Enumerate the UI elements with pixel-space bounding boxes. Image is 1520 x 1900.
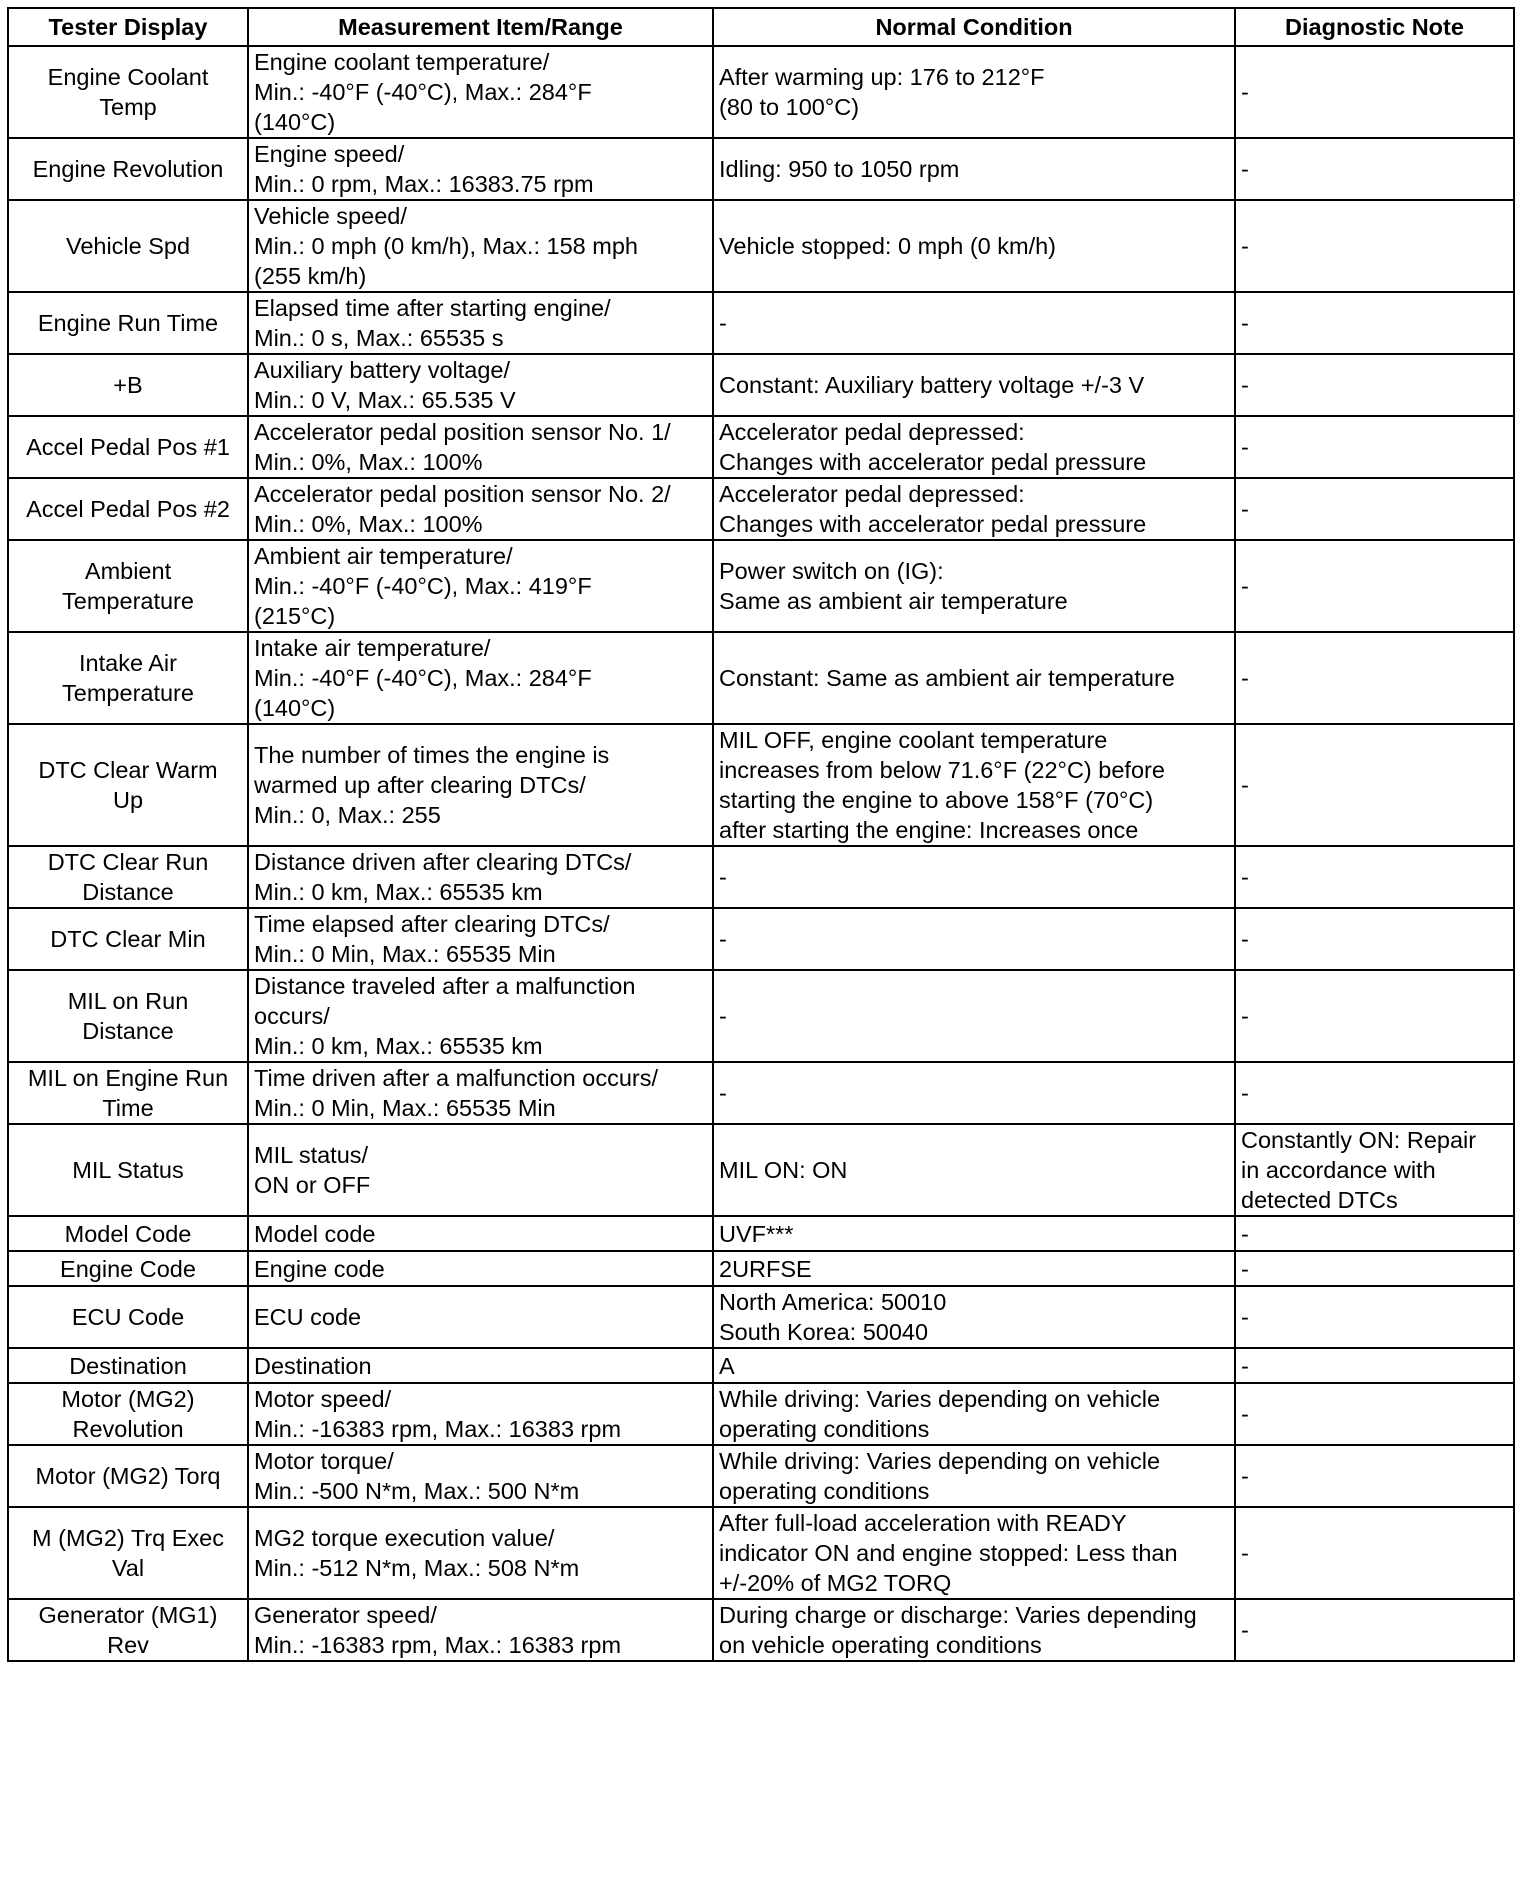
cell-text-line: (255 km/h) [254,263,367,289]
table-row [8,200,1514,292]
cell-text-line: Constantly ON: Repair [1241,1127,1477,1153]
cell-text-line: During charge or discharge: Varies depending [719,1602,1197,1628]
tester-display-cell [8,1599,248,1661]
normal-condition-cell [713,632,1235,724]
cell-text-line: MIL on Engine Run [27,1065,229,1091]
cell-text-line: Distance [82,1018,174,1044]
cell-text-line: - [1241,1003,1249,1029]
diagnostic-note-cell [1235,908,1514,970]
table-row [8,478,1514,540]
normal-condition-cell [713,1507,1235,1599]
cell-text-line: - [1241,1617,1249,1643]
tester-display-cell [8,632,248,724]
tester-display-cell [8,1251,248,1286]
cell-text-line: - [719,1080,727,1106]
table-row [8,416,1514,478]
diagnostic-note-cell [1235,1383,1514,1445]
cell-text-line: Engine code [254,1255,385,1282]
normal-condition-cell [713,416,1235,478]
cell-text-line: ECU code [254,1304,362,1330]
cell-text-line: Generator speed/ [254,1602,437,1628]
tester-display-cell [8,724,248,846]
cell-text-line: DTC Clear Min [50,926,206,952]
table-row [8,1286,1514,1348]
cell-text-line: Idling: 950 to 1050 rpm [719,156,960,182]
header-measurement-item: Measurement Item/Range [248,8,713,46]
cell-text-line: - [1241,1304,1249,1330]
diagnostic-note-cell [1235,138,1514,200]
diagnostic-note-cell [1235,846,1514,908]
diagnostic-note-cell [1235,970,1514,1062]
tester-display-cell [8,1445,248,1507]
cell-text-line: Distance traveled after a malfunction [254,973,636,999]
tester-display-cell [8,416,248,478]
cell-text-line: - [1241,772,1249,798]
cell-text-line: A [719,1352,735,1379]
cell-text-line: Min.: -500 N*m, Max.: 500 N*m [254,1478,580,1504]
normal-condition-cell [713,908,1235,970]
cell-text-line: - [1241,310,1249,336]
table-row [8,1062,1514,1124]
cell-text-line: Constant: Same as ambient air temperature [719,665,1175,691]
cell-text-line: DTC Clear Warm [38,757,218,783]
header-tester-display: Tester Display [8,8,248,46]
cell-text-line: 2URFSE [719,1255,812,1282]
normal-condition-cell [713,1286,1235,1348]
cell-text-line: Intake air temperature/ [254,635,491,661]
measurement-range-cell [248,970,713,1062]
cell-text-line: (80 to 100°C) [719,94,860,120]
table-row [8,908,1514,970]
cell-text-line: Engine speed/ [254,141,405,167]
cell-text-line: Intake Air [79,650,177,676]
cell-text-line: - [1241,372,1249,398]
tester-display-cell [8,200,248,292]
table-row [8,354,1514,416]
table-row [8,1124,1514,1216]
table-row [8,632,1514,724]
cell-text-line: Motor torque/ [254,1448,394,1474]
normal-condition-cell [713,354,1235,416]
tester-display-cell [8,292,248,354]
cell-text-line: +/-20% of MG2 TORQ [719,1570,952,1596]
measurement-range-cell [248,46,713,138]
measurement-range-cell [248,1124,713,1216]
normal-condition-cell [713,1599,1235,1661]
cell-text-line: North America: 50010 [719,1289,947,1315]
measurement-range-cell [248,1599,713,1661]
cell-text-line: Engine coolant temperature/ [254,49,550,75]
cell-text-line: - [1241,573,1249,599]
cell-text-line: MIL Status [72,1157,184,1183]
measurement-range-cell [248,292,713,354]
cell-text-line: Motor (MG2) [61,1386,195,1412]
measurement-range-cell [248,200,713,292]
cell-text-line: Accelerator pedal depressed: [719,419,1025,445]
cell-text-line: While driving: Varies depending on vehicle [719,1386,1161,1412]
cell-text-line: after starting the engine: Increases once [719,817,1139,843]
cell-text-line: - [1241,665,1249,691]
diagnostic-note-cell [1235,46,1514,138]
table-body [8,46,1514,1661]
cell-text-line: Time driven after a malfunction occurs/ [254,1065,659,1091]
normal-condition-cell [713,724,1235,846]
cell-text-line: Min.: 0 km, Max.: 65535 km [254,1033,543,1059]
table-row [8,1216,1514,1251]
measurement-range-cell [248,1062,713,1124]
cell-text-line: Min.: 0, Max.: 255 [254,802,441,828]
cell-text-line: - [1241,1080,1249,1106]
tester-display-cell [8,354,248,416]
cell-text-line: (215°C) [254,603,336,629]
diagnostic-note-cell [1235,1507,1514,1599]
cell-text-line: - [1241,1463,1249,1489]
cell-text-line: (140°C) [254,109,336,135]
tester-display-cell [8,846,248,908]
cell-text-line: warmed up after clearing DTCs/ [254,772,586,798]
table-row [8,970,1514,1062]
header-normal-condition: Normal Condition [713,8,1235,46]
cell-text-line: - [1241,1401,1249,1427]
diagnostic-note-cell [1235,478,1514,540]
normal-condition-cell [713,1348,1235,1383]
diagnostic-note-cell [1235,200,1514,292]
measurement-range-cell [248,908,713,970]
normal-condition-cell [713,846,1235,908]
cell-text-line: Min.: 0%, Max.: 100% [254,511,483,537]
cell-text-line: Min.: 0 Min, Max.: 65535 Min [254,1095,556,1121]
normal-condition-cell [713,540,1235,632]
cell-text-line: - [1241,864,1249,890]
tester-display-cell [8,1124,248,1216]
measurement-range-cell [248,540,713,632]
normal-condition-cell [713,138,1235,200]
cell-text-line: Up [112,787,144,813]
cell-text-line: Min.: 0 Min, Max.: 65535 Min [254,941,556,967]
cell-text-line: Accelerator pedal position sensor No. 1/ [254,419,671,445]
cell-text-line: indicator ON and engine stopped: Less than [719,1540,1178,1566]
data-list-sheet [7,7,1513,1662]
cell-text-line: M (MG2) Trq Exec [32,1525,224,1551]
table-row [8,1251,1514,1286]
table-row [8,138,1514,200]
cell-text-line: Temperature [62,680,194,706]
cell-text-line: After warming up: 176 to 212°F [719,64,1045,90]
table-row [8,846,1514,908]
diagnostic-note-cell [1235,354,1514,416]
cell-text-line: (140°C) [254,695,336,721]
cell-text-line: Motor (MG2) Torq [35,1463,221,1489]
cell-text-line: Temp [99,94,157,120]
cell-text-line: Rev [107,1632,149,1658]
measurement-range-cell [248,1383,713,1445]
tester-display-cell [8,1216,248,1251]
cell-text-line: Accelerator pedal depressed: [719,481,1025,507]
diagnostic-note-cell [1235,540,1514,632]
tester-display-cell [8,1348,248,1383]
diagnostic-note-cell [1235,724,1514,846]
cell-text-line: - [1241,79,1249,105]
cell-text-line: detected DTCs [1241,1187,1398,1213]
cell-text-line: The number of times the engine is [254,742,610,768]
table-row [8,724,1514,846]
cell-text-line: MIL ON: ON [719,1157,848,1183]
tester-display-cell [8,1286,248,1348]
cell-text-line: - [1241,1220,1249,1247]
diagnostic-note-cell [1235,632,1514,724]
normal-condition-cell [713,1124,1235,1216]
measurement-range-cell [248,478,713,540]
table-row [8,540,1514,632]
header-row [8,8,1514,46]
cell-text-line: on vehicle operating conditions [719,1632,1042,1658]
cell-text-line: - [719,864,727,890]
cell-text-line: MIL status/ [254,1142,369,1168]
cell-text-line: operating conditions [719,1416,930,1442]
table-row [8,1383,1514,1445]
normal-condition-cell [713,1251,1235,1286]
diagnostic-note-cell [1235,1251,1514,1286]
cell-text-line: While driving: Varies depending on vehicle [719,1448,1161,1474]
cell-text-line: UVF*** [719,1220,794,1247]
cell-text-line: - [1241,1255,1249,1282]
header-diagnostic-note: Diagnostic Note [1235,8,1514,46]
cell-text-line: Auxiliary battery voltage/ [254,357,511,383]
cell-text-line: Min.: 0 mph (0 km/h), Max.: 158 mph [254,233,638,259]
cell-text-line: After full-load acceleration with READY [719,1510,1127,1536]
data-list-table [7,7,1515,1662]
cell-text-line: ON or OFF [254,1172,371,1198]
cell-text-line: Time [102,1095,154,1121]
cell-text-line: +B [113,372,143,398]
diagnostic-note-cell [1235,1124,1514,1216]
normal-condition-cell [713,1445,1235,1507]
cell-text-line: Accelerator pedal position sensor No. 2/ [254,481,671,507]
cell-text-line: Motor speed/ [254,1386,392,1412]
cell-text-line: - [1241,434,1249,460]
measurement-range-cell [248,846,713,908]
cell-text-line: - [719,926,727,952]
cell-text-line: Model code [254,1220,376,1247]
normal-condition-cell [713,478,1235,540]
normal-condition-cell [713,1216,1235,1251]
cell-text-line: Power switch on (IG): [719,558,944,584]
cell-text-line: Min.: -512 N*m, Max.: 508 N*m [254,1555,580,1581]
tester-display-cell [8,478,248,540]
cell-text-line: Constant: Auxiliary battery voltage +/-3 V [719,372,1145,398]
table-row [8,1445,1514,1507]
cell-text-line: - [1241,926,1249,952]
cell-text-line: Engine Code [60,1255,196,1282]
cell-text-line: ECU Code [71,1304,185,1330]
cell-text-line: Vehicle Spd [65,233,191,259]
cell-text-line: Min.: 0 rpm, Max.: 16383.75 rpm [254,171,594,197]
table-row [8,1507,1514,1599]
tester-display-cell [8,46,248,138]
diagnostic-note-cell [1235,416,1514,478]
cell-text-line: Distance driven after clearing DTCs/ [254,849,632,875]
cell-text-line: Min.: -16383 rpm, Max.: 16383 rpm [254,1416,622,1442]
measurement-range-cell [248,1286,713,1348]
diagnostic-note-cell [1235,292,1514,354]
cell-text-line: Model Code [64,1220,192,1247]
diagnostic-note-cell [1235,1599,1514,1661]
tester-display-cell [8,540,248,632]
cell-text-line: Vehicle stopped: 0 mph (0 km/h) [719,233,1057,259]
cell-text-line: in accordance with [1241,1157,1436,1183]
cell-text-line: Temperature [62,588,194,614]
cell-text-line: Destination [69,1352,187,1379]
cell-text-line: increases from below 71.6°F (22°C) before [719,757,1165,783]
table-row [8,1348,1514,1383]
diagnostic-note-cell [1235,1286,1514,1348]
measurement-range-cell [248,416,713,478]
cell-text-line: Min.: -16383 rpm, Max.: 16383 rpm [254,1632,622,1658]
cell-text-line: Accel Pedal Pos #1 [26,434,230,460]
cell-text-line: Vehicle speed/ [254,203,407,229]
cell-text-line: starting the engine to above 158°F (70°C) [719,787,1154,813]
measurement-range-cell [248,138,713,200]
table-row [8,46,1514,138]
measurement-range-cell [248,632,713,724]
tester-display-cell [8,970,248,1062]
cell-text-line: Generator (MG1) [38,1602,218,1628]
table-row [8,292,1514,354]
normal-condition-cell [713,1062,1235,1124]
cell-text-line: operating conditions [719,1478,930,1504]
cell-text-line: - [1241,496,1249,522]
cell-text-line: MIL OFF, engine coolant temperature [719,727,1108,753]
cell-text-line: Same as ambient air temperature [719,588,1068,614]
cell-text-line: Elapsed time after starting engine/ [254,295,611,321]
cell-text-line: Min.: 0 s, Max.: 65535 s [254,325,504,351]
normal-condition-cell [713,292,1235,354]
cell-text-line: Changes with accelerator pedal pressure [719,449,1147,475]
cell-text-line: MG2 torque execution value/ [254,1525,555,1551]
cell-text-line: DTC Clear Run [47,849,209,875]
cell-text-line: - [1241,233,1249,259]
cell-text-line: Engine Run Time [37,310,219,336]
measurement-range-cell [248,1216,713,1251]
cell-text-line: Changes with accelerator pedal pressure [719,511,1147,537]
table-header [8,8,1514,46]
cell-text-line: Engine Revolution [32,156,224,182]
tester-display-cell [8,1507,248,1599]
measurement-range-cell [248,1445,713,1507]
cell-text-line: MIL on Run [67,988,189,1014]
cell-text-line: Distance [82,879,174,905]
cell-text-line: Min.: 0 V, Max.: 65.535 V [254,387,516,413]
cell-text-line: - [1241,1352,1249,1379]
cell-text-line: Min.: -40°F (-40°C), Max.: 419°F [254,573,592,599]
normal-condition-cell [713,970,1235,1062]
cell-text-line: Val [111,1555,145,1581]
tester-display-cell [8,908,248,970]
measurement-range-cell [248,354,713,416]
diagnostic-note-cell [1235,1216,1514,1251]
measurement-range-cell [248,724,713,846]
diagnostic-note-cell [1235,1445,1514,1507]
cell-text-line: Engine Coolant [47,64,209,90]
measurement-range-cell [248,1251,713,1286]
cell-text-line: South Korea: 50040 [719,1319,929,1345]
cell-text-line: - [719,310,727,336]
tester-display-cell [8,1383,248,1445]
cell-text-line: Time elapsed after clearing DTCs/ [254,911,610,937]
cell-text-line: Accel Pedal Pos #2 [26,496,230,522]
cell-text-line: Ambient air temperature/ [254,543,513,569]
cell-text-line: Revolution [72,1416,184,1442]
normal-condition-cell [713,200,1235,292]
cell-text-line: Min.: -40°F (-40°C), Max.: 284°F [254,665,592,691]
normal-condition-cell [713,46,1235,138]
tester-display-cell [8,1062,248,1124]
diagnostic-note-cell [1235,1348,1514,1383]
cell-text-line: Ambient [84,558,172,584]
cell-text-line: - [1241,1540,1249,1566]
cell-text-line: - [719,1003,727,1029]
cell-text-line: Min.: -40°F (-40°C), Max.: 284°F [254,79,592,105]
measurement-range-cell [248,1507,713,1599]
tester-display-cell [8,138,248,200]
cell-text-line: Min.: 0 km, Max.: 65535 km [254,879,543,905]
cell-text-line: Min.: 0%, Max.: 100% [254,449,483,475]
measurement-range-cell [248,1348,713,1383]
cell-text-line: occurs/ [254,1003,330,1029]
normal-condition-cell [713,1383,1235,1445]
cell-text-line: Destination [254,1352,372,1379]
table-row [8,1599,1514,1661]
diagnostic-note-cell [1235,1062,1514,1124]
cell-text-line: - [1241,156,1249,182]
